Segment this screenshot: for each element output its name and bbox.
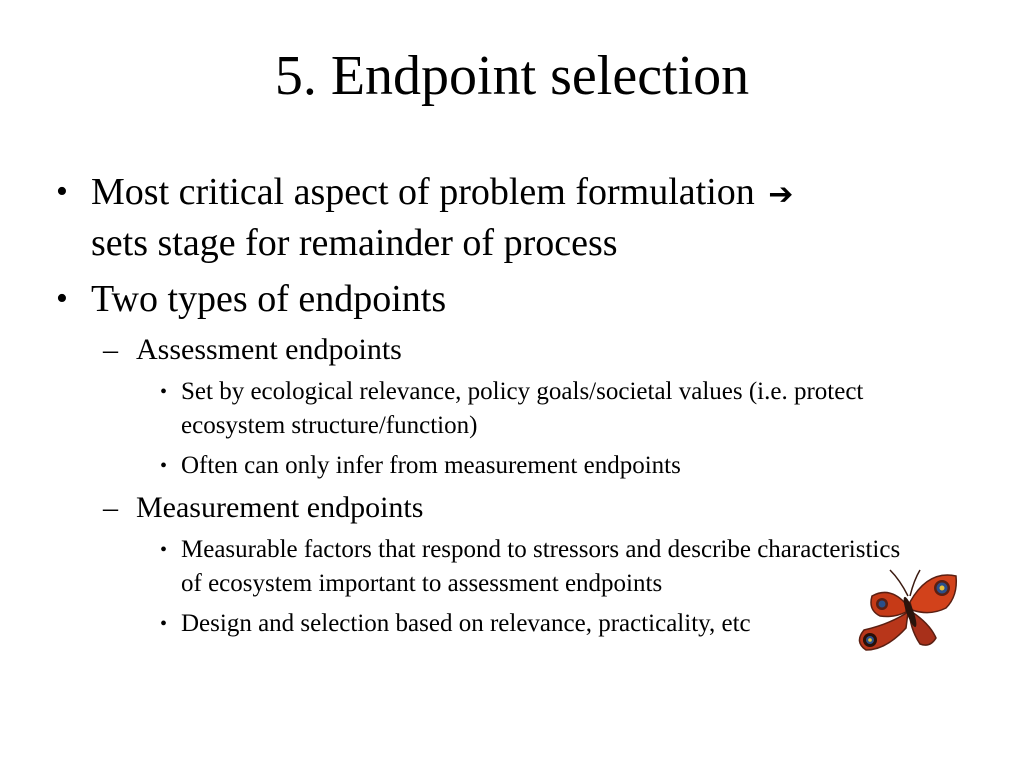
detail-item [56, 533, 916, 601]
detail-item [56, 607, 916, 641]
bullet-icon: • [160, 455, 168, 477]
detail-text: Measurable factors that respond to stressors and describe characteristics of ecosystem important to assessment endpoints [181, 536, 901, 597]
butterfly-image [850, 566, 960, 656]
dash-icon: – [103, 333, 118, 366]
detail-item [56, 449, 916, 483]
right-arrow-icon: ➔ [768, 177, 794, 212]
detail-text: Often can only infer from measurement endpoints [181, 452, 681, 479]
bullet-icon: • [160, 539, 168, 561]
detail-text: Set by ecological relevance, policy goals/societal values (i.e. protect ecosystem structure/function) [181, 378, 864, 439]
bullet-icon: • [56, 280, 68, 317]
sub-bullet-measurement [56, 489, 956, 527]
sub-bullet-text: Measurement endpoints [136, 491, 424, 524]
dash-icon: – [103, 491, 118, 524]
sub-bullet-text: Assessment endpoints [136, 333, 402, 366]
bullet-text: Most critical aspect of problem formulation [91, 171, 755, 213]
sub-bullet-assessment [56, 331, 956, 369]
bullet-item-1 [56, 168, 956, 267]
bullet-icon: • [56, 173, 68, 210]
bullet-item-2 [56, 275, 956, 323]
slide-content [56, 168, 956, 647]
detail-text: Design and selection based on relevance, practicality, etc [181, 610, 751, 637]
bullet-continuation: sets stage for remainder of process [91, 222, 618, 264]
detail-item [56, 375, 916, 443]
bullet-text: Two types of endpoints [91, 278, 447, 320]
bullet-icon: • [160, 613, 168, 635]
slide-title: 5. Endpoint selection [274, 45, 750, 107]
bullet-icon: • [160, 381, 168, 403]
